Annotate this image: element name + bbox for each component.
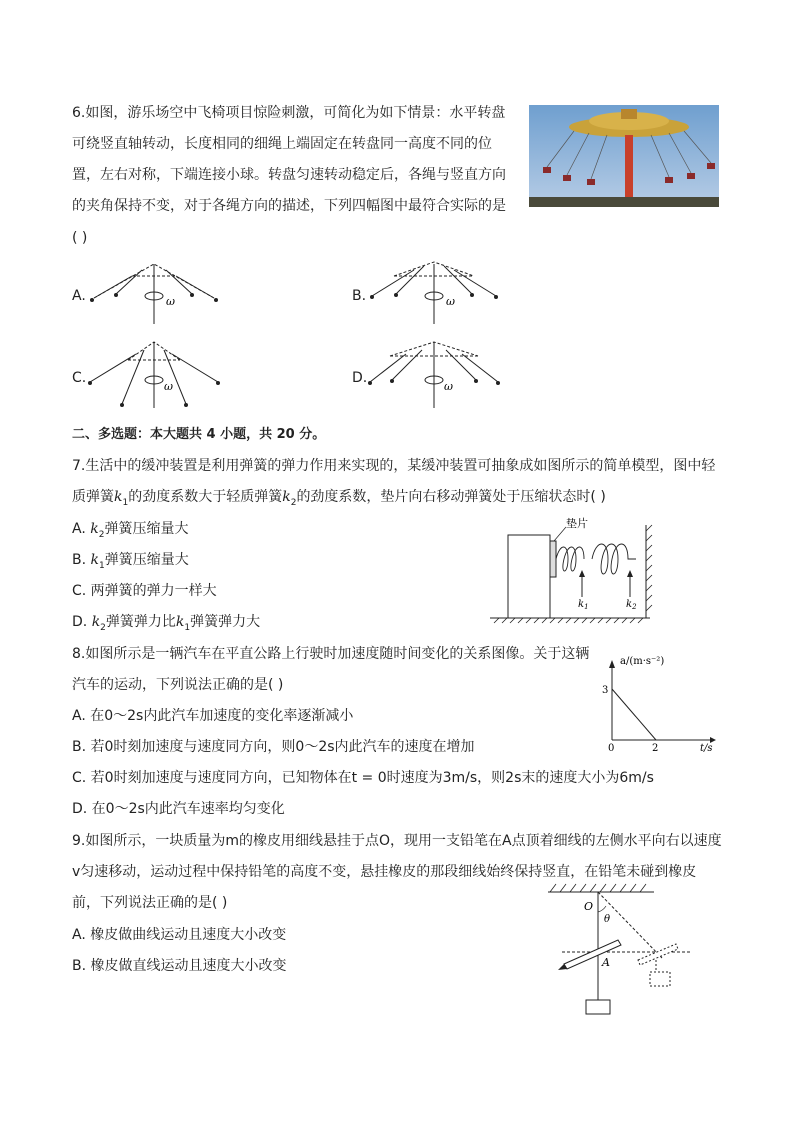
q9-line-1: 9.如图所示，一块质量为m的橡皮用细线悬挂于点O，现用一支铅笔在A点顶着细线的左侧水平向右以速度 [72, 833, 722, 849]
q7-k1: k [114, 489, 123, 505]
q7-line-2: 质弹簧$k_1$的劲度系数大于轻质弹簧$k_2$的劲度系数，垫片向右移动弹簧处于压缩状态时( ) [72, 489, 606, 508]
q6-line-1: 6.如图，游乐场空中飞椅项目惊险刺激，可简化为如下情景：水平转盘 [72, 105, 506, 121]
q8-option-a[interactable]: A. 在0～2s内此汽车加速度的变化率逐渐减小 [72, 708, 354, 724]
q7-option-c[interactable]: C. 两弹簧的弹力一样大 [72, 583, 217, 599]
q7-option-a[interactable]: A. $k_2$弹簧压缩量大 [72, 521, 189, 540]
graph-x-tick-2: 2 [652, 743, 659, 754]
q8-line-1: 8.如图所示是一辆汽车在平直公路上行驶时加速度随时间变化的关系图像。关于这辆 [72, 646, 590, 662]
graph-x-tick-0: 0 [608, 743, 615, 754]
q9-option-a[interactable]: A. 橡皮做曲线运动且速度大小改变 [72, 927, 287, 943]
q7-option-d[interactable]: D. $k_2$弹簧弹力比$k_1$弹簧弹力大 [72, 614, 261, 633]
q9-option-b[interactable]: B. 橡皮做直线运动且速度大小改变 [72, 958, 287, 974]
q6-option-d-label[interactable]: D. [352, 370, 368, 386]
graph-y-axis-label: a/(m·s⁻²) [620, 656, 665, 667]
q6-option-c-diagram[interactable] [88, 340, 228, 410]
omega-label-c: ω [164, 380, 173, 393]
graph-x-axis-label: t/s [700, 743, 713, 754]
q6-line-4: 的夹角保持不变，对于各绳方向的描述，下列四幅图中最符合实际的是 [72, 198, 506, 214]
fig-point-a: A [602, 956, 610, 969]
q7-option-b-text: 弹簧压缩量大 [104, 552, 189, 568]
q6-option-d-diagram[interactable] [368, 340, 508, 410]
q8-option-b[interactable]: B. 若0时刻加速度与速度同方向，则0～2s内此汽车的速度在增加 [72, 739, 475, 755]
fig-point-o: O [584, 900, 594, 913]
q7-option-b[interactable]: B. $k_1$弹簧压缩量大 [72, 552, 189, 571]
omega-label-b: ω [446, 295, 455, 308]
q7-line-2-part-c: 的劲度系数，垫片向右移动弹簧处于压缩状态时( ) [296, 489, 606, 505]
q6-line-3: 置，左右对称，下端连接小球。转盘匀速转动稳定后，各绳与竖直方向 [72, 167, 506, 183]
q6-option-b-diagram[interactable] [368, 258, 508, 326]
q6-option-a-label[interactable]: A. [72, 288, 86, 304]
q9-line-3: 前，下列说法正确的是( ) [72, 895, 228, 911]
q8-line-2: 汽车的运动，下列说法正确的是( ) [72, 677, 284, 693]
section-2-heading: 二、多选题：本大题共 4 小题，共 20 分。 [72, 427, 326, 442]
q6-line-5: ( ) [72, 230, 88, 246]
graph-y-tick-3: 3 [602, 685, 609, 696]
q7-option-d-end: 弹簧弹力大 [190, 614, 261, 630]
q7-line-2-part-a: 质弹簧 [72, 489, 114, 505]
pad-label: 垫片 [566, 517, 588, 530]
q7-k2: k [282, 489, 291, 505]
q7-option-a-text: 弹簧压缩量大 [104, 521, 189, 537]
q9-line-2: v匀速移动，运动过程中保持铅笔的高度不变，悬挂橡皮的那段细线始终保持竖直，在铅笔未碰到橡皮 [72, 864, 697, 880]
fig-k2-label: $k_2$ [626, 599, 637, 611]
q6-option-a-diagram[interactable] [88, 258, 228, 326]
q6-line-2: 可绕竖直轴转动，长度相同的细绳上端固定在转盘同一高度不同的位 [72, 136, 492, 152]
q8-acceleration-time-graph [600, 650, 730, 755]
q8-option-c[interactable]: C. 若0时刻加速度与速度同方向，已知物体在t = 0时速度为3m/s，则2s末的速度大小为6m/s [72, 770, 654, 786]
fig-k1-label: $k_1$ [578, 599, 589, 611]
q7-option-d-mid: 弹簧弹力比 [105, 614, 176, 630]
graph-data-line [612, 689, 656, 740]
swing-ride-photo [529, 105, 719, 207]
q6-option-b-label[interactable]: B. [352, 288, 367, 304]
q6-option-c-label[interactable]: C. [72, 370, 87, 386]
q9-pencil-eraser-figure [542, 882, 702, 1017]
fig-theta: θ [604, 914, 611, 925]
q8-option-d[interactable]: D. 在0～2s内此汽车速率均匀变化 [72, 801, 285, 817]
q7-spring-figure [490, 515, 660, 623]
q7-line-1: 7.生活中的缓冲装置是利用弹簧的弹力作用来实现的，某缓冲装置可抽象成如图所示的简单模型，图中轻 [72, 458, 716, 474]
q7-line-2-part-b: 的劲度系数大于轻质弹簧 [128, 489, 283, 505]
omega-label-a: ω [166, 295, 175, 308]
omega-label-d: ω [444, 380, 453, 393]
